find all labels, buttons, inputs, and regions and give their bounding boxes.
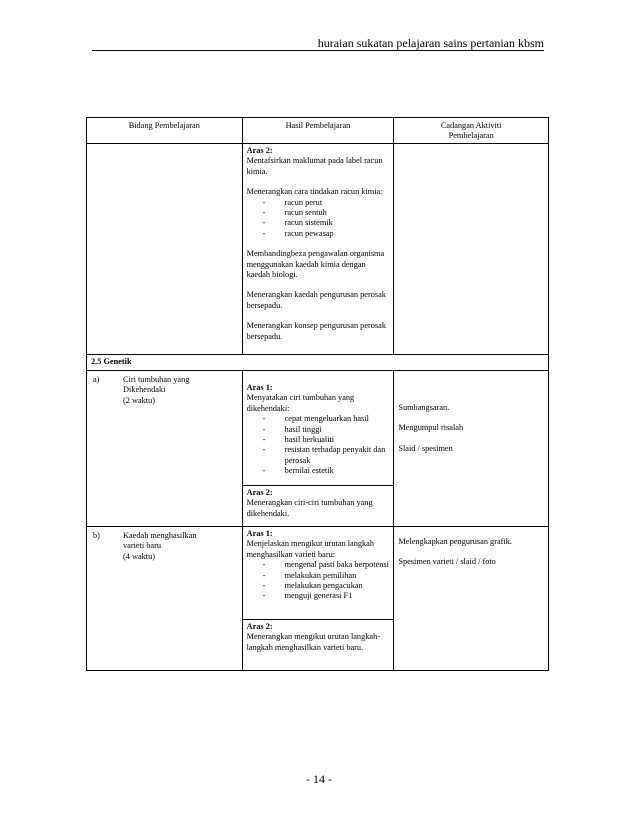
table-row — [87, 144, 549, 355]
column-header-cadangan: Cadangan Aktiviti Pembelajaran — [394, 118, 549, 144]
bullet-list: - racun perut - racun sentuh - racun sistemik - racun pewasap — [262, 197, 334, 238]
list-item: racun sentuh — [284, 208, 327, 218]
duration: (4 waktu) — [123, 551, 156, 561]
table-cell — [242, 144, 394, 355]
paragraph: Menerangkan mengikut urutan langkah-langkah menghasilkan varieti baru. — [246, 632, 380, 652]
paragraph: Menjelaskan mengikut urutan langkah menghasilkan varieti baru: — [246, 539, 374, 559]
activity: Spesimen varieti / slaid / foto — [398, 557, 496, 567]
list-item: menguji generasi F1 — [284, 591, 353, 601]
column-header-bidang: Bidang Pembelajaran — [87, 118, 243, 144]
activity: Sumbangsaran. — [398, 403, 450, 412]
topic-title: Dikehendaki — [123, 385, 166, 395]
activity: Mengumpul risalah — [398, 423, 464, 433]
paragraph: Menyatakan ciri tumbuhan yang dikehendaki: — [246, 393, 355, 413]
paragraph: Membandingbeza pengawalan organisma menggunakan kaedah kimia dengan kaedah biologi. — [246, 249, 385, 280]
table-header-row — [87, 118, 549, 144]
list-item: racun pewasap — [284, 228, 334, 238]
curriculum-table — [86, 117, 549, 671]
bullet-list: - cepat mengeluarkan hasil - hasil tinggi - hasil berkualiti - resistan terhadap penyakit dan perosak - bernilai estetik — [247, 414, 390, 476]
paragraph: Menerangkan ciri-ciri tumbuhan yang dikehendaki. — [246, 498, 373, 518]
table-cell — [87, 371, 243, 527]
table-cell — [87, 144, 243, 355]
paragraph: Menerangkan kaedah pengurusan perosak bersepadu. — [246, 290, 386, 310]
topic-title: Ciri tumbuhan yang — [123, 375, 190, 384]
table-row — [87, 527, 549, 671]
list-item: resistan terhadap penyakit dan perosak — [284, 445, 386, 465]
table-cell — [87, 355, 549, 371]
list-item: racun sistemik — [284, 218, 333, 228]
table-cell — [394, 371, 549, 527]
aras-label: Aras 2: — [246, 622, 273, 631]
page-header-title: huraian sukatan pelajaran sains pertanian kbsm — [317, 36, 544, 50]
table-cell — [394, 144, 549, 355]
list-item: racun perut — [284, 197, 323, 207]
paragraph: Mentafsirkan maklumat pada label racun kimia. — [246, 156, 383, 176]
list-item: cepat mengeluarkan hasil — [284, 414, 369, 424]
aras-label: Aras 2: — [246, 146, 273, 155]
table-row — [87, 371, 549, 527]
table-cell — [242, 527, 394, 671]
list-item: hasil berkualiti — [284, 435, 335, 445]
table-cell — [242, 371, 394, 527]
table-cell — [394, 527, 549, 671]
table-cell — [87, 527, 243, 671]
page-number: - 14 - — [306, 772, 332, 786]
topic-title: Kaedah menghasilkan — [123, 531, 197, 540]
item-label: b) — [93, 531, 100, 540]
list-item: melakukan pengacukan — [284, 581, 363, 591]
section-row — [87, 355, 549, 371]
aras-label: Aras 1: — [246, 383, 273, 392]
section-title: 2.5 Genetik — [91, 357, 132, 366]
activity: Melengkapkan pengurusan grafik. — [398, 537, 512, 546]
paragraph: Menerangkan konsep pengurusan perosak bersepadu. — [246, 321, 386, 341]
list-item: mengenal pasti baka berpotensi — [284, 560, 389, 570]
aras-label: Aras 2: — [246, 488, 273, 497]
aras-label: Aras 1: — [246, 529, 273, 538]
list-item: hasil tinggi — [284, 424, 322, 434]
header-rule — [92, 50, 544, 51]
paragraph: Menerangkan cara tindakan racun kimia: — [246, 187, 383, 197]
topic-title: varieti baru — [123, 541, 162, 551]
column-header-hasil: Hasil Pembelajaran — [242, 118, 394, 144]
item-label: a) — [93, 375, 100, 384]
list-item: melakukan pemilihan — [284, 570, 357, 580]
duration: (2 waktu) — [123, 395, 156, 405]
bullet-list: - mengenal pasti baka berpotensi - melakukan pemilihan - melakukan pengacukan - menguji generasi F1 — [262, 560, 389, 601]
activity: Slaid / spesimen — [398, 443, 453, 453]
list-item: bernilai estetik — [284, 466, 334, 476]
